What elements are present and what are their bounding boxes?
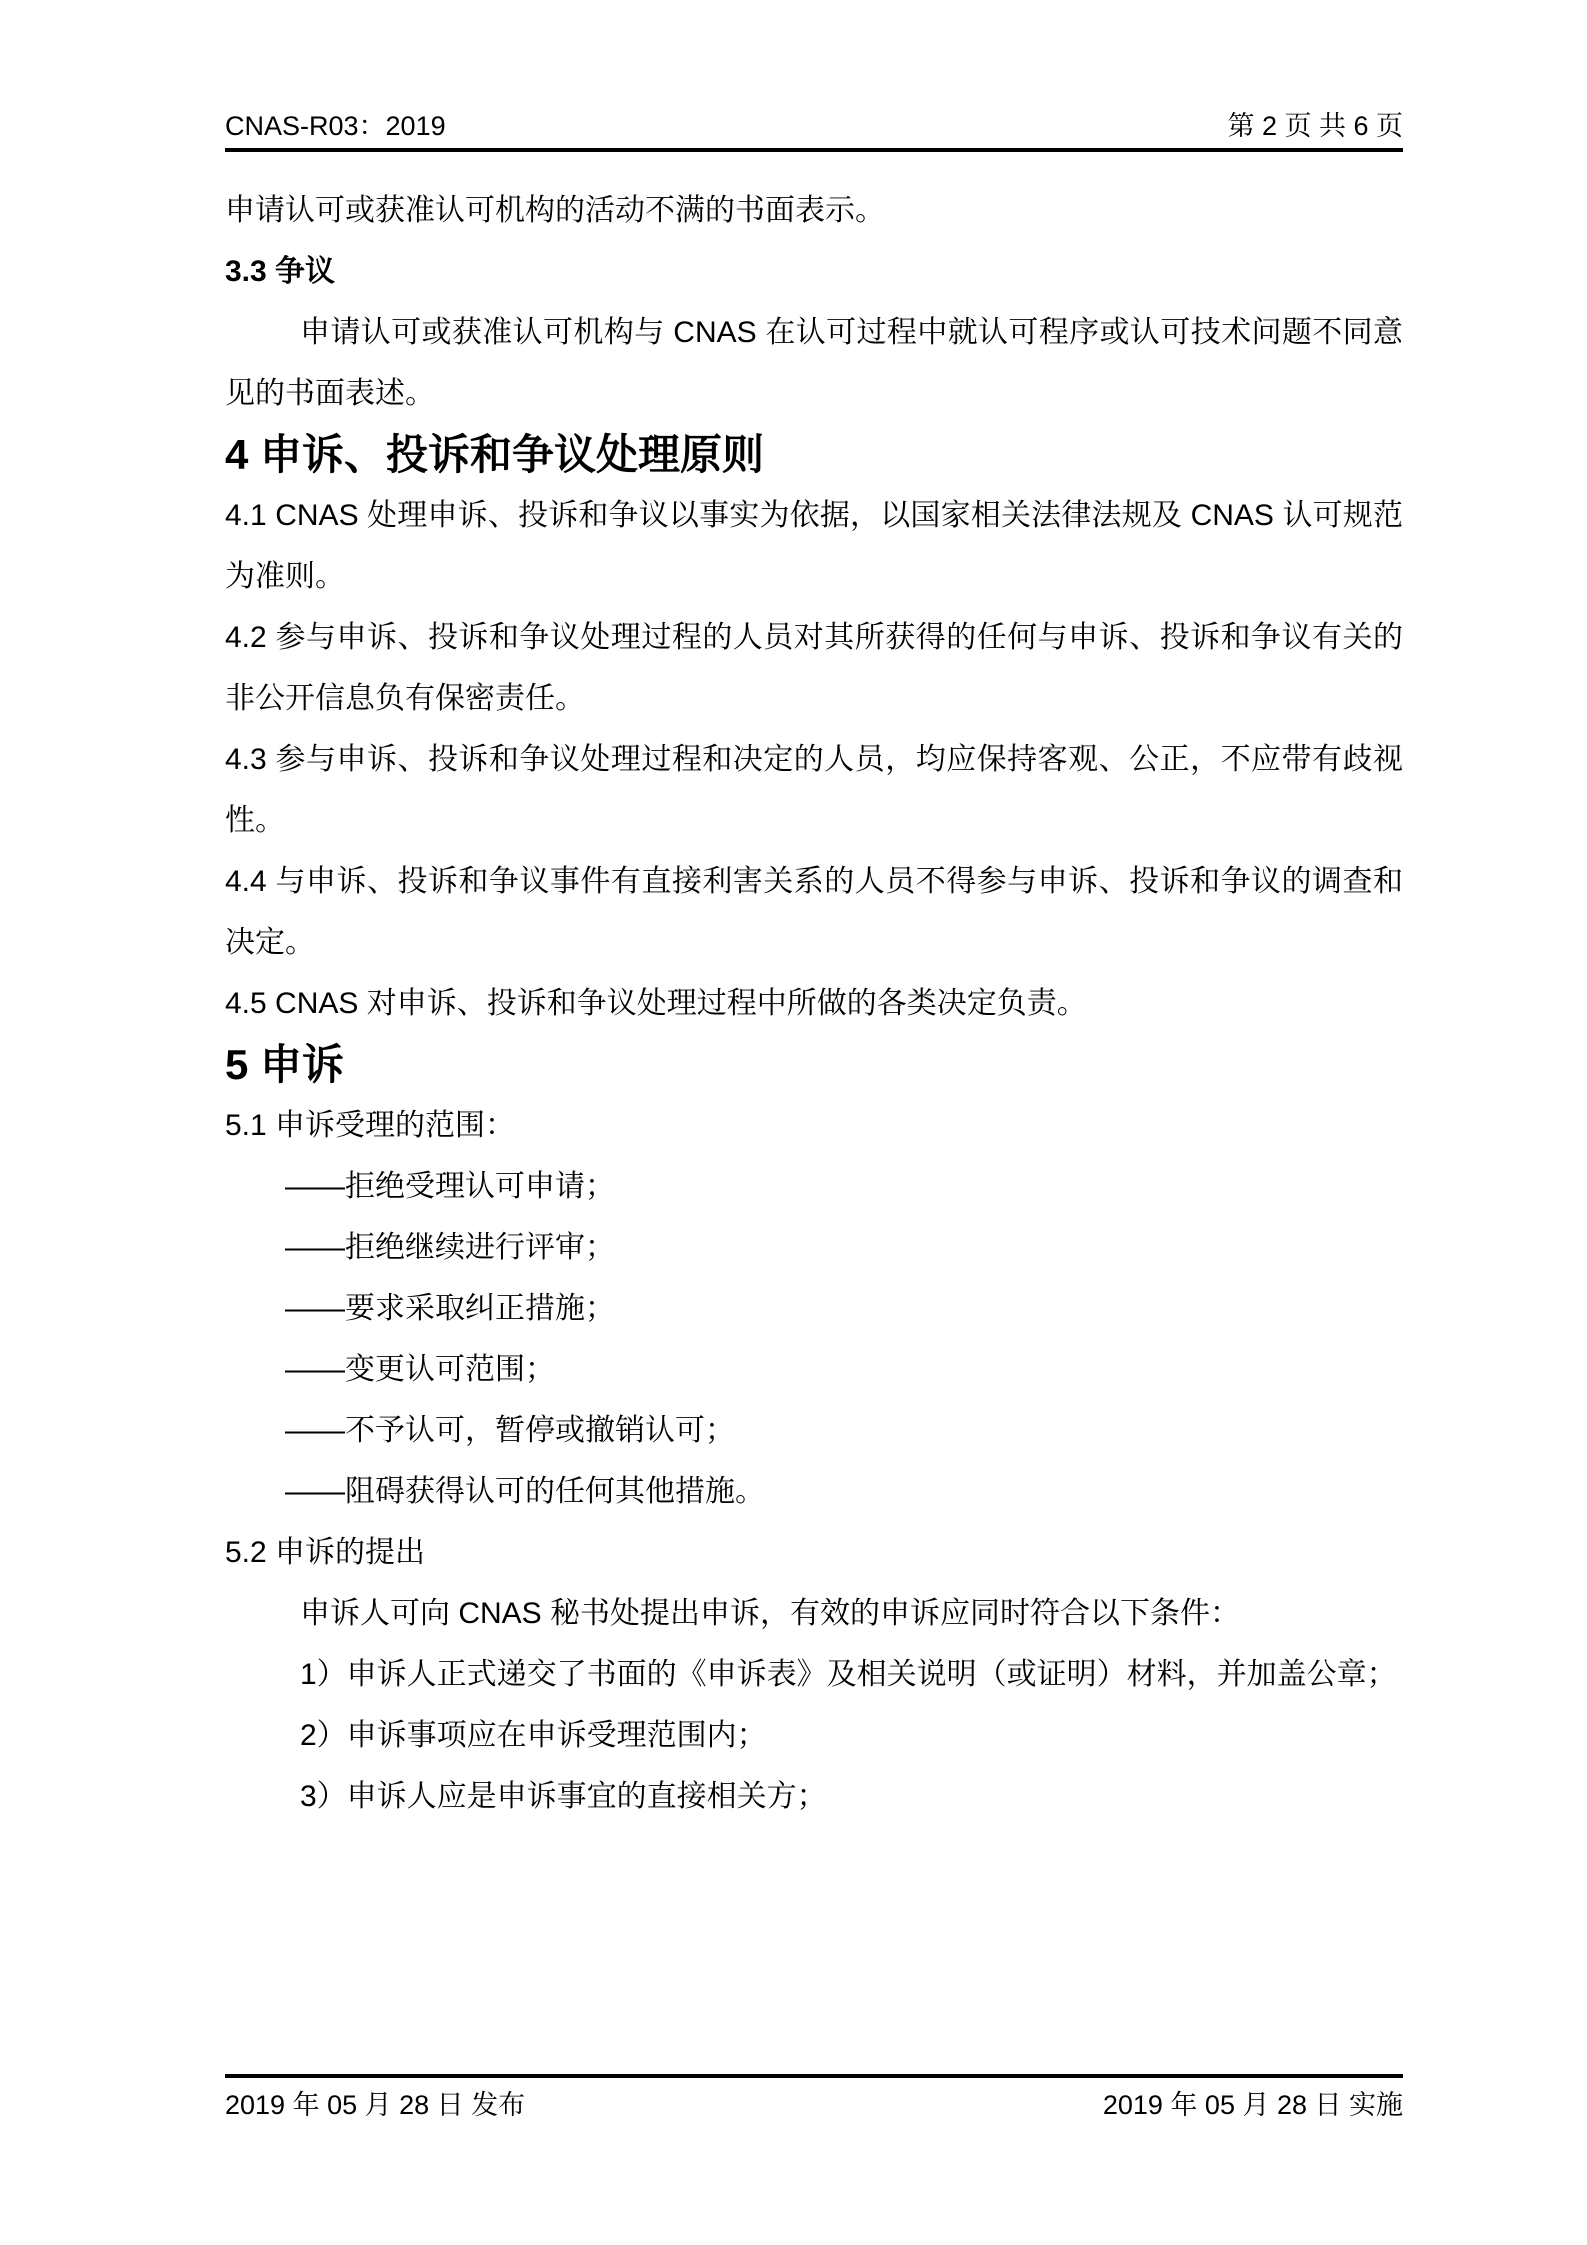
document-body xyxy=(225,180,1403,1827)
clause-4-4: 4.4 与申诉、投诉和争议事件有直接利害关系的人员不得参与申诉、投诉和争议的调查和决定。 xyxy=(225,865,1403,959)
scope-item: ——阻碍获得认可的任何其他措施。 xyxy=(285,1475,765,1508)
clause-4-1: 4.1 CNAS 处理申诉、投诉和争议以事实为依据，以国家相关法律法规及 CNAS 认可规范为准则。 xyxy=(225,499,1403,593)
scope-item: ——变更认可范围； xyxy=(285,1353,555,1386)
scope-item: ——拒绝继续进行评审； xyxy=(285,1231,615,1264)
clause-4-5: 4.5 CNAS 对申诉、投诉和争议处理过程中所做的各类决定负责。 xyxy=(225,987,1087,1020)
scope-item: ——要求采取纠正措施； xyxy=(285,1292,615,1325)
continuation-paragraph: 申请认可或获准认可机构的活动不满的书面表示。 xyxy=(225,194,885,227)
condition-item: 3）申诉人应是申诉事宜的直接相关方； xyxy=(300,1780,827,1813)
condition-item: 2）申诉事项应在申诉受理范围内； xyxy=(300,1719,767,1752)
page-footer xyxy=(225,2074,1403,2120)
clause-5-1: 5.1 申诉受理的范围： xyxy=(225,1109,516,1142)
condition-item: 1）申诉人正式递交了书面的《申诉表》及相关说明（或证明）材料，并加盖公章； xyxy=(300,1658,1397,1691)
submission-intro-paragraph: 申诉人可向 CNAS 秘书处提出申诉，有效的申诉应同时符合以下条件： xyxy=(300,1597,1241,1630)
clause-5-2: 5.2 申诉的提出 xyxy=(225,1536,426,1569)
page-number: 第 2 页 共 6 页 xyxy=(1227,111,1403,141)
issue-date: 2019 年 05 月 28 日 发布 xyxy=(225,2090,526,2120)
clause-4-2: 4.2 参与申诉、投诉和争议处理过程的人员对其所获得的任何与申诉、投诉和争议有关的非公开信息负有保密责任。 xyxy=(225,621,1403,715)
page-header xyxy=(225,106,1403,146)
clause-4-3: 4.3 参与申诉、投诉和争议处理过程和决定的人员，均应保持客观、公正，不应带有歧视性。 xyxy=(225,743,1403,837)
implementation-date: 2019 年 05 月 28 日 实施 xyxy=(1102,2090,1403,2120)
section-3-3-heading: 3.3 争议 xyxy=(225,255,336,288)
page-content xyxy=(225,0,1403,1827)
section-5-heading: 5 申诉 xyxy=(225,1041,345,1088)
header-rule xyxy=(225,148,1403,152)
doc-code: CNAS-R03：2019 xyxy=(225,111,446,141)
section-3-3-paragraph: 申请认可或获准认可机构与 CNAS 在认可过程中就认可程序或认可技术问题不同意见的书面表述。 xyxy=(225,316,1403,410)
section-4-heading: 4 申诉、投诉和争议处理原则 xyxy=(225,431,765,478)
scope-item: ——不予认可，暂停或撤销认可； xyxy=(285,1414,735,1447)
footer-row xyxy=(225,2078,1403,2120)
scope-item: ——拒绝受理认可申请； xyxy=(285,1170,615,1203)
